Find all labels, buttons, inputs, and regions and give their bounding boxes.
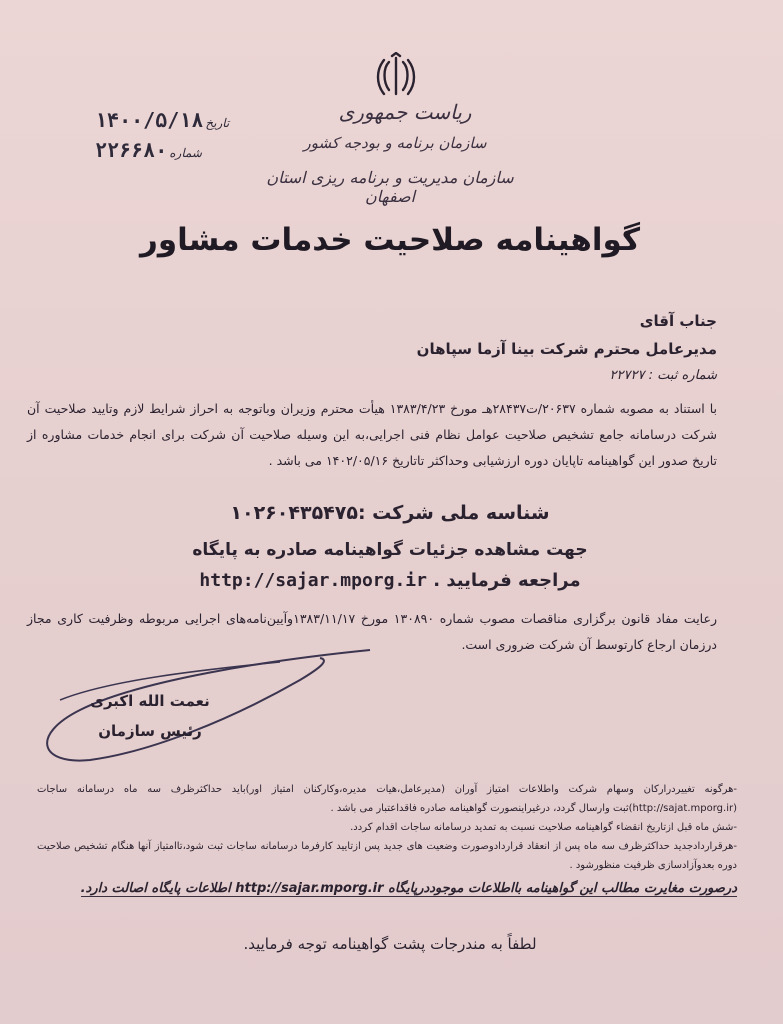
note-item: -هرگونه تغییردرارکان وسهام شرکت واطلاعات امتیاز آوران (مدیرعامل،هیات مدیره،وکارکنان امتیاز اور)باید حداکثرظرف سه ماه درسامانه ساجات (http://sajat.mporg.ir)ثبت وارسال گردد، درغیراینصورت گواهینامه صادره فاقداعتبار می باشد .: [37, 784, 737, 814]
body-paragraph-2: رعایت مفاد قانون برگزاری مناقصات مصوب شماره ۱۳۰۸۹۰ مورخ ۱۳۸۳/۱۱/۱۷وآیین‌نامه‌های اجرایی مربوطه وظرفیت کاری مجاز درزمان ارجاع کارتوسط آن شرکت ضروری است.: [27, 611, 717, 652]
addressee-name: مدیرعامل محترم شرکت بینا آزما سپاهان: [416, 340, 717, 358]
national-id: شناسه ملی شرکت :۱۰۲۶۰۴۳۵۴۷۵: [230, 502, 550, 524]
number-label: شماره: [169, 146, 202, 160]
signer-role: رئیس سازمان: [98, 722, 202, 740]
notes-list: [37, 780, 737, 875]
note-item: -هرقراردادجدید حداکثرظرف سه ماه پس از انعقاد قراردادوصورت وضعیت های جدید پس ازتایید کارفرما درسامانه ساجات ثبت شود،تاامتیاز آنها هنگام تشخیص صلاحیت دوره بعدوآزادسازی ظرفیت منظورشود .: [37, 841, 737, 871]
salutation: جناب آقای: [639, 312, 717, 330]
page-title: گواهینامه صلاحیت خدمات مشاور: [140, 222, 640, 258]
number-field: [95, 138, 255, 162]
warning-text: درصورت مغایرت مطالب این گواهینامه بااطلاعات موجوددرپایگاه http://sajar.mporg.ir اطلاعات پایگاه اصالت دارد.: [80, 881, 737, 896]
portal-link[interactable]: http://sajar.mporg.ir: [199, 570, 427, 591]
date-field: [95, 108, 255, 132]
org-isfahan: سازمان مدیریت و برنامه ریزی استان اصفهان: [266, 168, 514, 206]
org-presidency: ریاست جمهوری: [338, 100, 472, 124]
authenticity-warning: [37, 878, 737, 900]
footer-note: لطفاً به مندرجات پشت گواهینامه توجه فرمایید.: [243, 935, 537, 953]
registration-number: شماره ثبت : ۲۲۷۲۷: [609, 368, 717, 383]
refer-text: مراجعه فرمایید .: [433, 570, 581, 591]
signer-name: نعمت الله اکبری: [90, 692, 210, 710]
date-label: تاریخ: [205, 116, 230, 130]
body-paragraph-1: با استناد به مصوبه شماره ۲۰۶۳۷/ت۲۸۴۳۷هـ مورخ ۱۳۸۳/۴/۲۳ هیأت محترم وزیران وباتوجه به احراز شرایط لازم وتایید صلاحیت آن شرکت درسامانه جامع تشخیص صلاحیت عوامل نظام فنی اجرایی،به این وسیله صلاحیت آن شرکت برای انجام خدمات مشاوره از تاریخ صدور این گواهینامه تاپایان دوره ارزشیابی وحداکثر تاتاریخ ۱۴۰۲/۰۵/۱۶ می باشد .: [27, 401, 717, 468]
portal-reference: [150, 570, 630, 591]
date-value: ۱۴۰۰/۵/۱۸: [95, 108, 204, 132]
view-details-text: جهت مشاهده جزئیات گواهینامه صادره به پایگاه: [192, 540, 588, 560]
note-item: -شش ماه قبل ازتاریخ انقضاء گواهینامه صلاحیت نسبت به تمدید درسامانه ساجات اقدام کردد.: [350, 822, 737, 833]
iran-emblem-icon: [372, 52, 420, 100]
number-value: ۲۲۶۶۸۰: [95, 138, 168, 162]
org-plan-budget: سازمان برنامه و بودجه کشور: [303, 134, 487, 152]
